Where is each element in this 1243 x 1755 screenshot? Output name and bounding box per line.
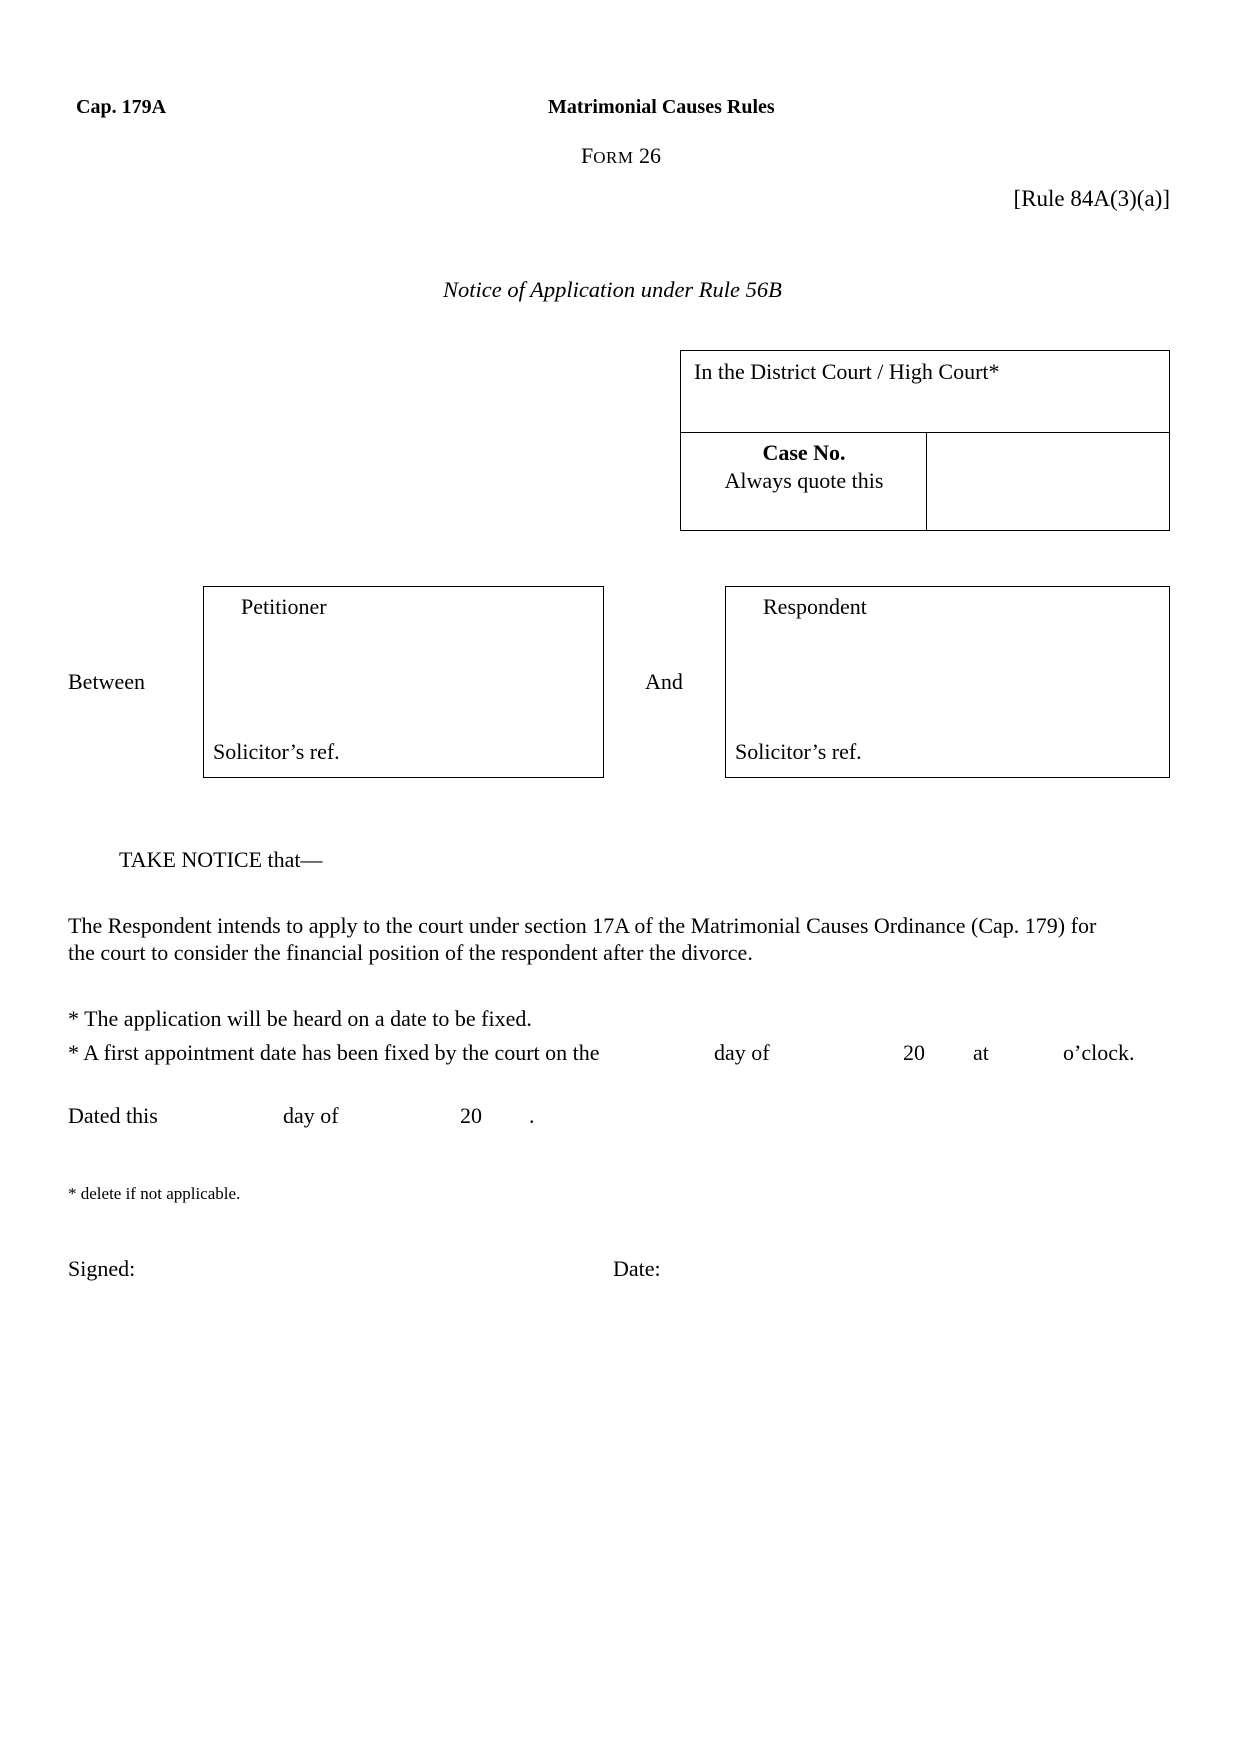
appointment-year-label: 20 (903, 1040, 925, 1065)
document-title: Matrimonial Causes Rules (548, 96, 775, 118)
option-date-to-be-fixed: * The application will be heard on a date to be fixed. (68, 1006, 532, 1031)
date-label: Date: (613, 1256, 661, 1281)
petitioner-box[interactable] (203, 586, 604, 778)
application-paragraph-line-1: The Respondent intends to apply to the court under section 17A of the Matrimonial Causes Ordinance (Cap. 179) for (68, 913, 1097, 938)
court-box (680, 350, 1170, 432)
dated-period: . (529, 1103, 535, 1128)
petitioner-label: Petitioner (241, 594, 327, 619)
case-number-label: Case No. Always quote this (724, 440, 884, 493)
appointment-oclock-label: o’clock. (1063, 1040, 1135, 1065)
appointment-at-label: at (973, 1040, 989, 1065)
form-number: FORM 26 (581, 143, 661, 168)
footnote: * delete if not applicable. (68, 1184, 241, 1203)
court-label: In the District Court / High Court* (694, 359, 1000, 384)
signed-label: Signed: (68, 1256, 136, 1281)
option-first-appointment: * A first appointment date has been fixed by the court on the (68, 1040, 600, 1065)
dated-day-of-label: day of (283, 1103, 339, 1128)
respondent-label: Respondent (763, 594, 867, 619)
notice-title: Notice of Application under Rule 56B (443, 277, 782, 302)
between-label: Between (68, 669, 145, 694)
application-paragraph-line-2: the court to consider the financial position of the respondent after the divorce. (68, 940, 753, 965)
respondent-box[interactable] (725, 586, 1170, 778)
case-number-divider (926, 433, 927, 530)
take-notice-heading: TAKE NOTICE that— (119, 847, 323, 872)
petitioner-solicitor-ref-label: Solicitor’s ref. (213, 739, 340, 764)
appointment-day-of-label: day of (714, 1040, 770, 1065)
respondent-solicitor-ref-label: Solicitor’s ref. (735, 739, 862, 764)
dated-year-label: 20 (460, 1103, 482, 1128)
chapter-number: Cap. 179A (76, 96, 167, 118)
and-label: And (645, 669, 683, 694)
dated-this-label: Dated this (68, 1103, 158, 1128)
rule-reference: [Rule 84A(3)(a)] (1013, 186, 1170, 211)
case-number-box (680, 432, 1170, 531)
